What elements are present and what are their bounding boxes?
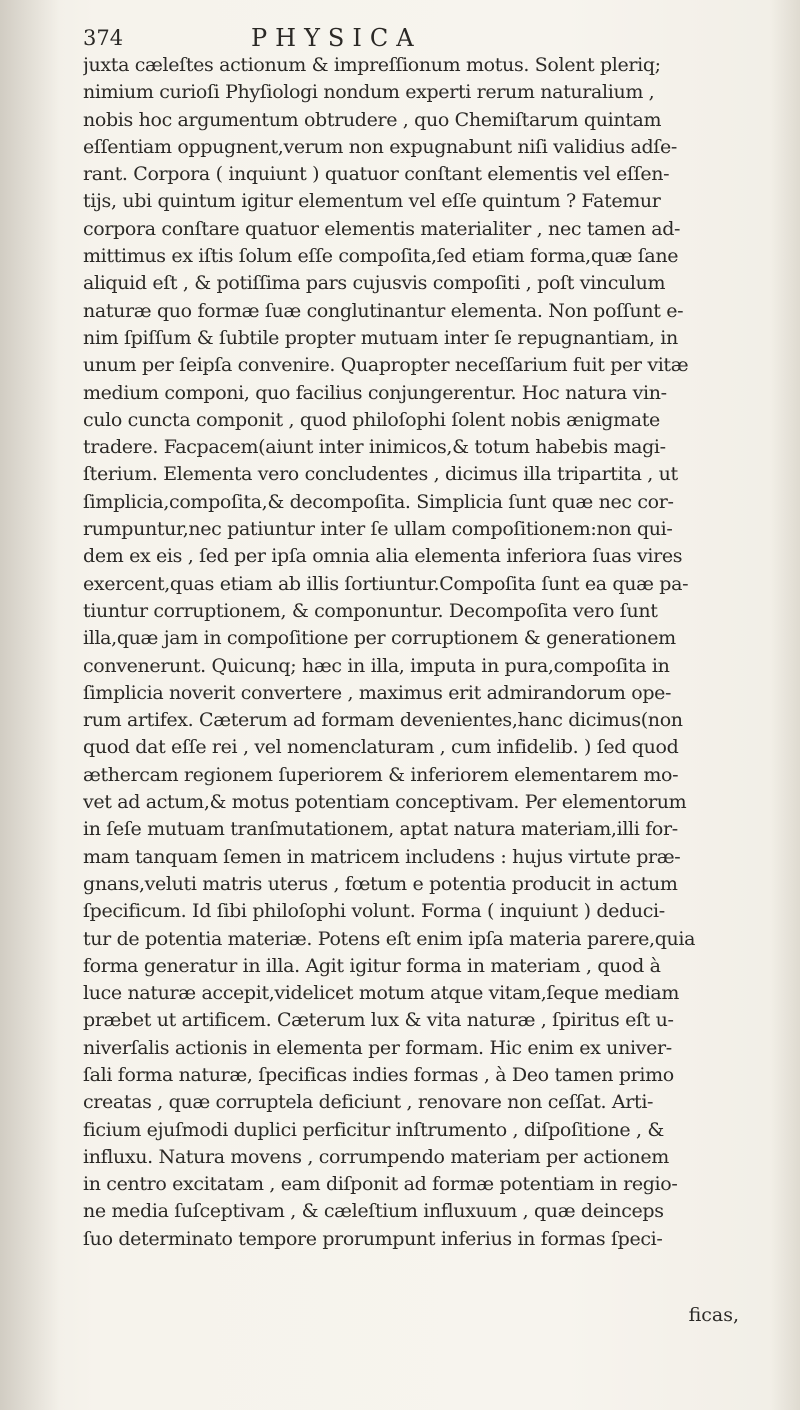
- text-line: rant. Corpora ( inquiunt ) quatuor conſtant elementis vel eſſen-: [83, 163, 670, 186]
- page-header: [83, 16, 683, 52]
- catchword-row: [83, 1304, 743, 1331]
- catchword: ficas,: [688, 1304, 739, 1326]
- page-number: 374: [83, 26, 124, 50]
- text-line: influxu. Natura movens , corrumpendo materiam per actionem: [83, 1145, 669, 1168]
- text-line: ſterium. Elementa vero concludentes , dicimus illa tripartita , ut: [83, 463, 678, 486]
- text-line: illa,quæ jam in compoſitione per corruptionem & generationem: [83, 627, 676, 650]
- text-line: ſpecificum. Id ſibi philoſophi volunt. Forma ( inquiunt ) deduci-: [83, 900, 665, 923]
- text-line: unum per ſeipſa convenire. Quapropter neceſſarium fuit per vitæ: [83, 354, 689, 377]
- page-edge-shading: [770, 0, 800, 1410]
- text-line: corpora conſtare quatuor elementis materialiter , nec tamen ad-: [83, 217, 681, 240]
- text-line: quod dat eſſe rei , vel nomenclaturam , cum infidelib. ) ſed quod: [83, 736, 679, 759]
- text-line: tijs, ubi quintum igitur elementum vel eſſe quintum ? Fatemur: [83, 190, 661, 213]
- text-line: dem ex eis , ſed per ipſa omnia alia elementa inferiora ſuas vires: [83, 545, 683, 568]
- text-line: juxta cæleſtes actionum & impreſſionum motus. Solent pleriq;: [83, 54, 661, 76]
- page-gutter-shadow: [0, 0, 60, 1410]
- text-line: forma generatur in illa. Agit igitur forma in materiam , quod à: [83, 954, 661, 977]
- text-line: vet ad actum,& motus potentiam conceptivam. Per elementorum: [83, 791, 687, 814]
- text-line: ſimplicia noverit convertere , maximus erit admirandorum ope-: [83, 681, 672, 704]
- text-line: ſuo determinato tempore prorumpunt inferius in formas ſpeci-: [83, 1227, 663, 1250]
- text-line: aliquid eſt , & potiſſima pars cujusvis compoſiti , poſt vinculum: [83, 272, 666, 295]
- text-line: gnans,veluti matris uterus , fœtum e potentia producit in actum: [83, 872, 678, 895]
- text-line: luce naturæ accepit,videlicet motum atque vitam,ſeque mediam: [83, 982, 680, 1005]
- text-line: mam tanquam ſemen in matricem includens : hujus virtute præ-: [83, 845, 681, 868]
- text-line: nobis hoc argumentum obtrudere , quo Chemiſtarum quintam: [83, 108, 662, 131]
- text-line: rumpuntur,nec patiuntur inter ſe ullam compoſitionem:non qui-: [83, 518, 673, 541]
- body-text: [83, 52, 743, 1253]
- text-line: in ſeſe mutuam tranſmutationem, aptat natura materiam,illi for-: [83, 818, 678, 841]
- text-line: ne media ſuſceptivam , & cæleſtium influxuum , quæ deinceps: [83, 1200, 664, 1223]
- running-head: PHYSICA: [251, 24, 422, 52]
- text-line: eſſentiam oppugnent,verum non expugnabunt niſi validius adſe-: [83, 135, 677, 158]
- text-line: ſimplicia,compoſita,& decompoſita. Simplicia ſunt quæ nec cor-: [83, 490, 674, 513]
- text-line: nim ſpiſſum & ſubtile propter mutuam inter ſe repugnantiam, in: [83, 326, 678, 349]
- text-line: nimium curioſi Phyſiologi nondum experti rerum naturalium ,: [83, 81, 655, 104]
- text-line: culo cuncta componit , quod philoſophi ſolent nobis ænigmate: [83, 408, 660, 431]
- text-line: in centro excitatam , eam diſponit ad formæ potentiam in regio-: [83, 1173, 678, 1196]
- text-line: rum artifex. Cæterum ad formam devenientes,hanc dicimus(non: [83, 709, 683, 732]
- text-line: mittimus ex iſtis ſolum eſſe compoſita,ſed etiam forma,quæ ſane: [83, 245, 679, 268]
- text-line: medium componi, quo facilius conjungerentur. Hoc natura vin-: [83, 381, 667, 404]
- text-line: tiuntur corruptionem, & componuntur. Decompoſita vero ſunt: [83, 599, 658, 622]
- text-line: convenerunt. Quicunq; hæc in illa, imputa in pura,compoſita in: [83, 654, 670, 677]
- text-line: niverſalis actionis in elementa per formam. Hic enim ex univer-: [83, 1036, 672, 1059]
- text-line: creatas , quæ corruptela deficiunt , renovare non ceſſat. Arti-: [83, 1091, 654, 1114]
- text-line: tur de potentia materiæ. Potens eſt enim ipſa materia parere,quia: [83, 927, 696, 950]
- text-line: præbet ut artificem. Cæterum lux & vita naturæ , ſpiritus eſt u-: [83, 1009, 674, 1032]
- text-line: naturæ quo formæ ſuæ conglutinantur elementa. Non poſſunt e-: [83, 299, 684, 322]
- text-line: tradere. Facpacem(aiunt inter inimicos,& totum habebis magi-: [83, 436, 666, 459]
- text-line: exercent,quas etiam ab illis ſortiuntur.Compoſita ſunt ea quæ pa-: [83, 572, 689, 595]
- text-line: æthercam regionem ſuperiorem & inferiorem elementarem mo-: [83, 763, 679, 786]
- text-line: ficium ejuſmodi duplici perficitur inſtrumento , diſpoſitione , &: [83, 1118, 664, 1141]
- text-line: ſali forma naturæ, ſpecificas indies formas , à Deo tamen primo: [83, 1063, 674, 1086]
